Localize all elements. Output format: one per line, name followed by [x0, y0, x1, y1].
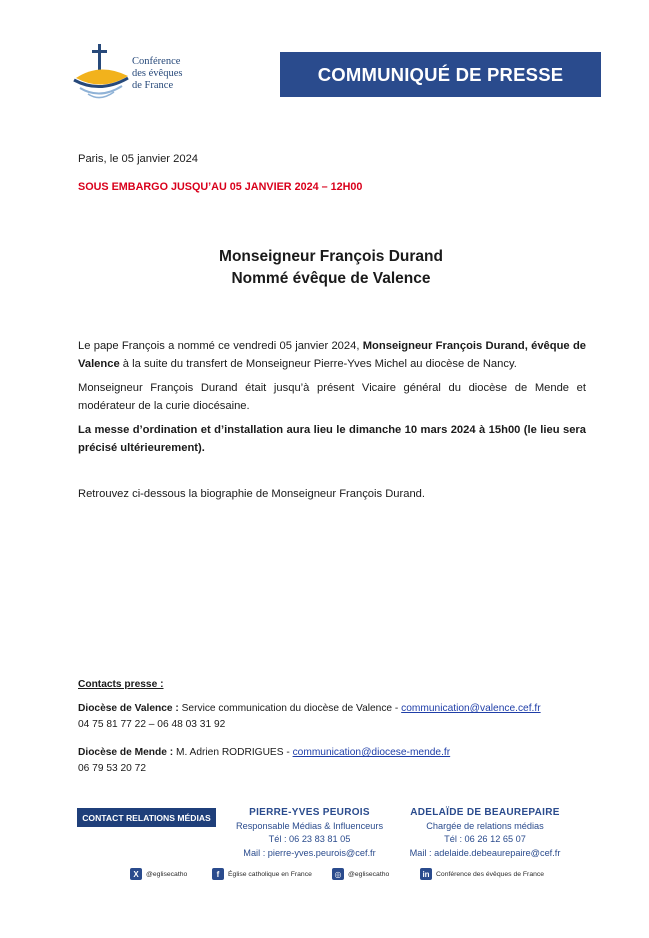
person2-tel: Tél : 06 26 12 65 07 [444, 834, 526, 844]
paragraph-ordination: La messe d’ordination et d’installation aura lieu le dimanche 10 mars 2024 à 15h00 (le lieu sera précisé ultérieurement). [78, 424, 586, 454]
paragraph-biography: Retrouvez ci-dessous la biographie de Monseigneur François Durand. [78, 488, 425, 500]
social-linkedin[interactable] [420, 867, 544, 881]
logo-line-3: de France [132, 80, 174, 91]
document-title [0, 246, 649, 290]
media-contact-beaurepaire [400, 806, 570, 860]
social-facebook-label: Église catholique en France [228, 870, 312, 878]
person1-name: PIERRE-YVES PEUROIS [249, 807, 370, 818]
instagram-icon: ◎ [332, 868, 344, 880]
contacts-heading: Contacts presse : [78, 679, 164, 690]
contact-valence [78, 701, 541, 732]
mende-label: Diocèse de Mende : [78, 747, 174, 758]
facebook-icon: f [212, 868, 224, 880]
press-release-banner: COMMUNIQUÉ DE PRESSE [280, 52, 601, 97]
x-icon: X [130, 868, 142, 880]
cef-emblem-icon [70, 42, 132, 106]
media-contact-badge: CONTACT RELATIONS MÉDIAS [77, 808, 216, 827]
cef-logo [70, 42, 210, 106]
valence-phones: 04 75 81 77 22 – 06 48 03 31 92 [78, 718, 226, 730]
valence-text: Service communication du diocèse de Valence - [178, 703, 402, 714]
title-line-1: Monseigneur François Durand [219, 248, 443, 265]
logo-line-2: des évêques [132, 68, 183, 79]
social-x-label: @eglisecatho [146, 870, 188, 878]
social-facebook[interactable] [212, 867, 312, 881]
person2-mail[interactable]: Mail : adelaide.debeaurepaire@cef.fr [409, 847, 561, 858]
p1-bold: Monseigneur François Durand, évêque de Valence [78, 340, 586, 370]
mende-phones: 06 79 53 20 72 [78, 762, 146, 774]
embargo-notice: SOUS EMBARGO JUSQU’AU 05 JANVIER 2024 – 12H00 [78, 181, 363, 193]
p1-tail: à la suite du transfert de Monseigneur Pierre-Yves Michel au diocèse de Nancy. [119, 357, 517, 370]
linkedin-icon: in [420, 868, 432, 880]
valence-label: Diocèse de Valence : [78, 703, 179, 714]
mende-text: M. Adrien RODRIGUES - [173, 747, 293, 758]
title-line-2: Nommé évêque de Valence [231, 270, 431, 287]
person1-role: Responsable Médias & Influenceurs [235, 820, 384, 831]
mende-email-link[interactable]: communication@diocese-mende.fr [292, 747, 451, 758]
paragraph-background: Monseigneur François Durand était jusqu’à présent Vicaire général du diocèse de Mende et modérateur de la curie diocésaine. [78, 382, 586, 412]
social-x[interactable] [130, 867, 187, 881]
social-linkedin-label: Conférence des évêques de France [436, 870, 545, 878]
contact-mende [78, 745, 450, 776]
social-instagram-label: @eglisecatho [348, 870, 390, 878]
person1-mail[interactable]: Mail : pierre-yves.peurois@cef.fr [243, 847, 376, 858]
p1-lead: Le pape François a nommé ce vendredi 05 janvier 2024, [78, 340, 363, 352]
media-contact-peurois [222, 806, 397, 860]
person1-tel: Tél : 06 23 83 81 05 [268, 834, 351, 844]
logo-line-1: Conférence [132, 56, 181, 67]
person2-role: Chargée de relations médias [426, 820, 544, 831]
valence-email-link[interactable]: communication@valence.cef.fr [401, 703, 541, 714]
social-instagram[interactable] [332, 867, 389, 881]
person2-name: ADELAÏDE DE BEAUREPAIRE [410, 807, 560, 818]
date-line: Paris, le 05 janvier 2024 [78, 153, 199, 165]
paragraph-nomination [78, 338, 586, 373]
